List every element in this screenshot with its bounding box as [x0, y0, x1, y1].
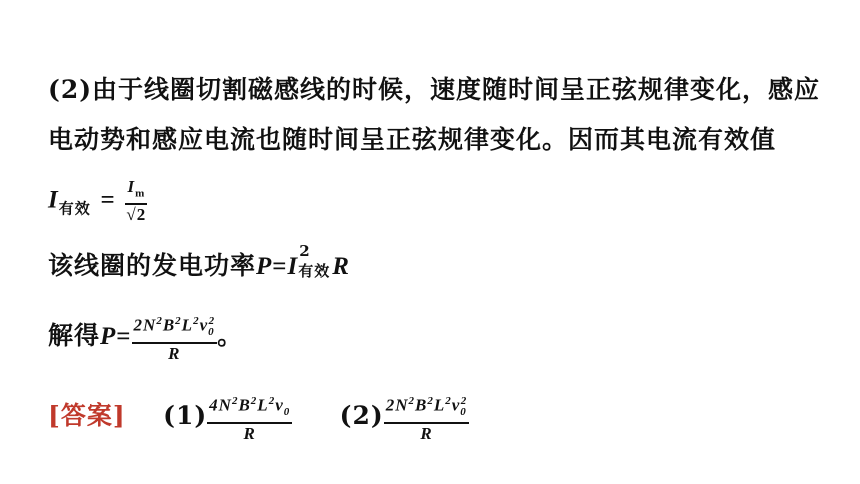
formula-power-definition: [48, 242, 350, 282]
symbol-I: I: [287, 253, 299, 280]
symbol-R: R: [332, 253, 350, 280]
solution-line-1: (2)由于线圈切割磁感线的时候，速度随时间呈正弦规律变化，感应: [48, 75, 821, 104]
fraction-denominator: √2: [126, 205, 147, 225]
line4-prefix: 该线圈的发电功率: [48, 251, 257, 280]
answer-line: [48, 392, 469, 443]
equals-sign: =: [100, 186, 116, 214]
formula-power-result: [48, 312, 243, 363]
fraction-numerator: $2N^2B^2L^2v_0^2$: [132, 312, 218, 344]
subscript-youxiao: 有效: [58, 199, 91, 218]
fraction-denominator: R: [420, 424, 433, 444]
fraction-numerator: $4N^2B^2L^2v_0$: [207, 392, 292, 424]
answer-part-1-label: (1): [163, 401, 208, 431]
symbol-P: P: [256, 253, 273, 280]
solution-line-2: 电动势和感应电流也随时间呈正弦规律变化。因而其电流有效值: [48, 125, 777, 154]
symbol-P: P: [100, 323, 117, 351]
equals-sign: =: [272, 253, 288, 280]
answer-part-2-fraction: [384, 392, 470, 443]
fraction-denominator: R: [243, 424, 256, 444]
sup-sub-stack: [298, 242, 332, 280]
subscript-youxiao: 有效: [298, 262, 331, 280]
answer-part-1-fraction: [207, 392, 292, 443]
fraction-denominator: R: [168, 344, 181, 364]
fraction-numerator: [125, 178, 147, 205]
line5-prefix: 解得: [48, 321, 101, 351]
fraction-numerator: $2N^2B^2L^2v_0^2$: [384, 392, 470, 424]
fraction-result: [132, 312, 218, 363]
answer-label: [答案]: [48, 401, 126, 431]
line5-suffix: 。: [217, 321, 244, 351]
superscript-2: 2: [299, 242, 311, 260]
answer-part-2-label: (2): [339, 401, 384, 431]
formula-effective-current: [48, 178, 147, 224]
equals-sign: =: [116, 323, 132, 351]
subscript-m: m: [135, 187, 146, 200]
symbol-I-m: I: [127, 177, 136, 196]
symbol-I: I: [48, 186, 59, 214]
fraction-Im-over-sqrt2: [125, 178, 147, 224]
